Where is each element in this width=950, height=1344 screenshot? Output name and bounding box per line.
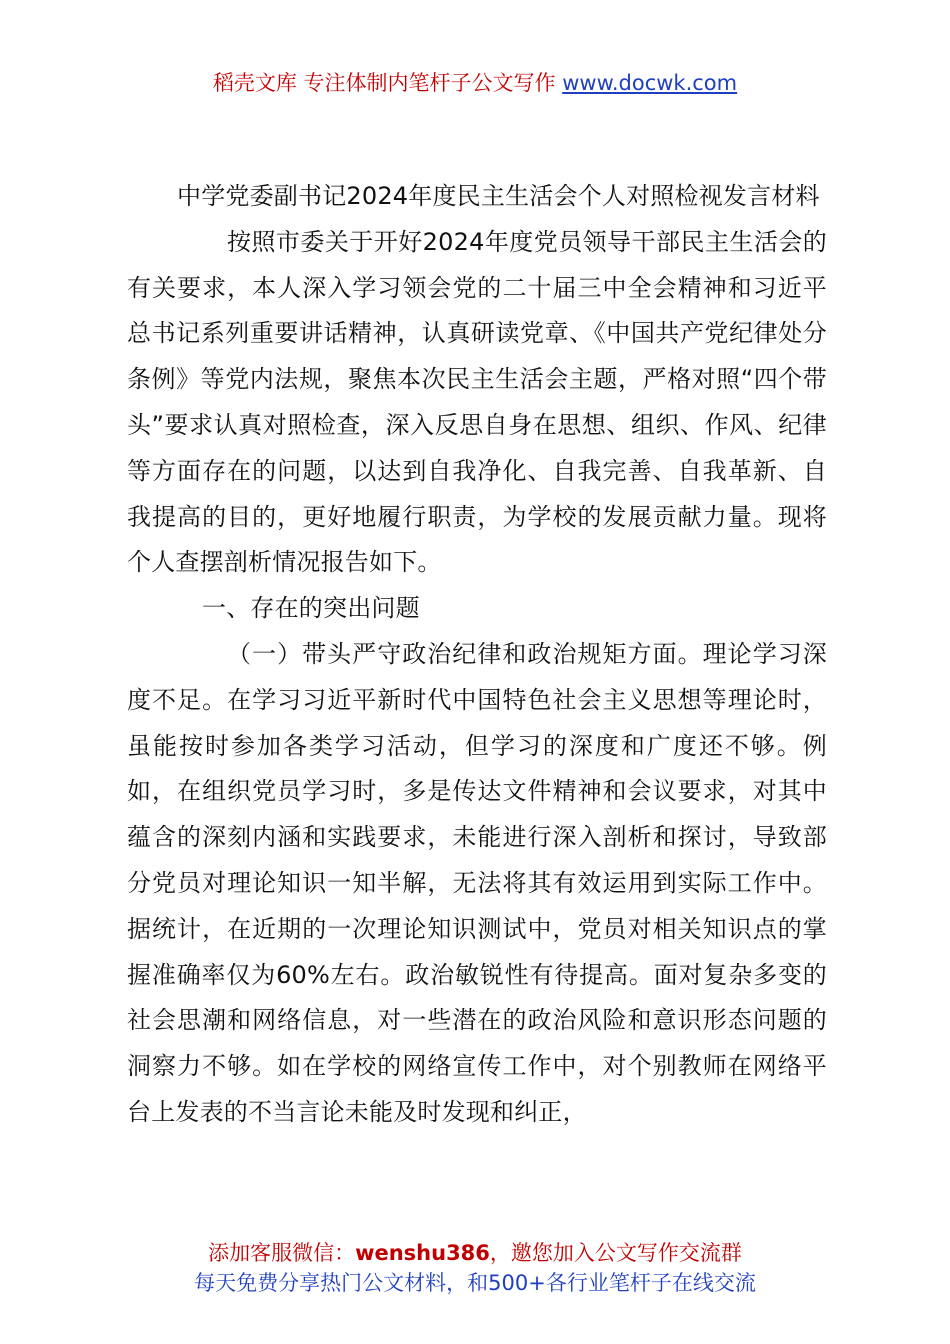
page-footer xyxy=(0,1238,950,1298)
document-body xyxy=(127,174,827,1136)
point-one-paragraph: （一）带头严守政治纪律和政治规矩方面。理论学习深度不足。在学习习近平新时代中国特色社会主义思想等理论时，虽能按时参加各类学习活动，但学习的深度和广度还不够。例如，在组织党员学习时，多是传达文件精神和会议要求，对其中蕴含的深刻内涵和实践要求，未能进行深入剖析和探讨，导致部分党员对理论知识一知半解，无法将其有效运用到实际工作中。据统计，在近期的一次理论知识测试中，党员对相关知识点的掌握准确率仅为60%左右。政治敏锐性有待提高。面对复杂多变的社会思潮和网络信息，对一些潜在的政治风险和意识形态问题的洞察力不够。如在学校的网络宣传工作中，对个别教师在网络平台上发表的不当言论未能及时发现和纠正， xyxy=(127,639,827,1126)
document-title: 中学党委副书记2024年度民主生活会个人对照检视发言材料 xyxy=(177,182,820,210)
header-brand: 稻壳文库 专注体制内笔杆子公文写作 xyxy=(212,71,556,95)
footer-wechat-id: wenshu386 xyxy=(355,1241,490,1265)
footer-promo-line: 每天免费分享热门公文材料，和500+各行业笔杆子在线交流 xyxy=(194,1271,756,1295)
section-heading: 一、存在的突出问题 xyxy=(202,594,420,623)
footer-contact-prefix: 添加客服微信： xyxy=(208,1241,356,1265)
intro-paragraph: 按照市委关于开好2024年度党员领导干部民主生活会的有关要求，本人深入学习领会党的二十届三中全会精神和习近平总书记系列重要讲话精神，认真研读党章、《中国共产党纪律处分条例》等党内法规，聚焦本次民主生活会主题，严格对照“四个带头”要求认真对照检查，深入反思自身在思想、组织、作风、纪律等方面存在的问题，以达到自我净化、自我完善、自我革新、自我提高的目的，更好地履行职责，为学校的发展贡献力量。现将个人查摆剖析情况报告如下。 xyxy=(127,227,827,577)
footer-contact-suffix: ，邀您加入公文写作交流群 xyxy=(489,1241,742,1265)
footer-contact-line xyxy=(0,1238,950,1268)
header-url-link[interactable]: www.docwk.com xyxy=(562,71,738,95)
page-header xyxy=(0,68,950,98)
